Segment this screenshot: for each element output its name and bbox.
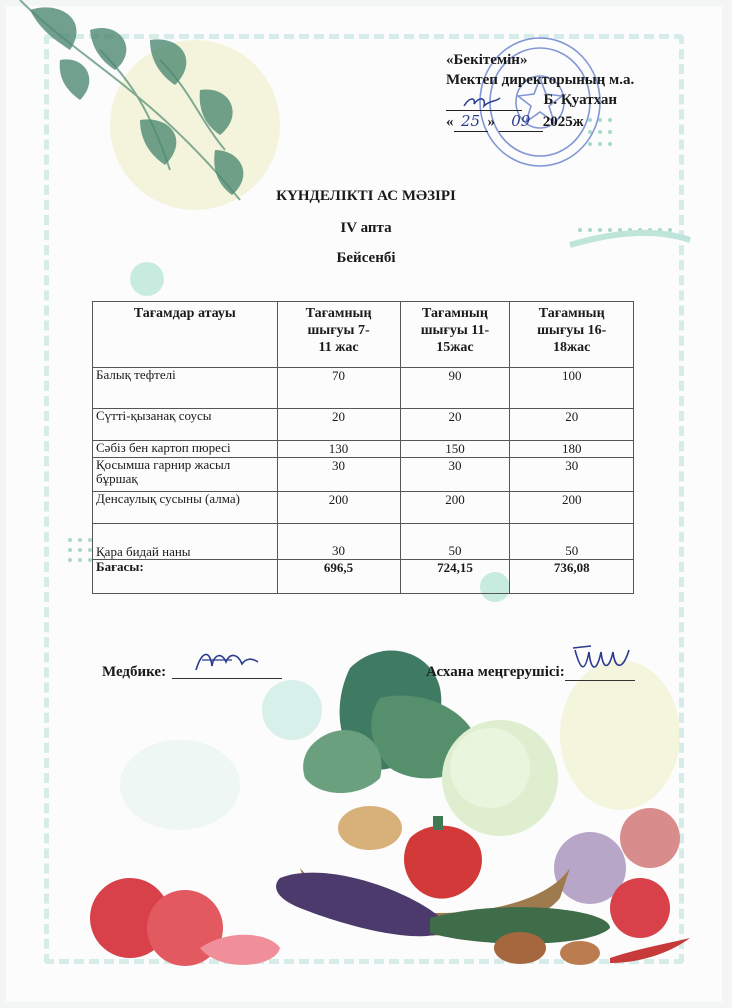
- portion-value: 30: [400, 458, 510, 492]
- table-header-row: [93, 302, 634, 368]
- dish-name: Балық тефтелі: [93, 368, 278, 409]
- portion-value: 20: [277, 409, 400, 441]
- portion-value: 130: [277, 441, 400, 458]
- nurse-label: Медбике:: [102, 664, 167, 680]
- total-value: 696,5: [277, 560, 400, 594]
- table-row: [93, 368, 634, 409]
- total-value: 736,08: [510, 560, 634, 594]
- week-label: IV апта: [340, 220, 392, 236]
- portion-value: 30: [510, 458, 634, 492]
- approval-heading: «Бекітемін»: [446, 52, 528, 68]
- column-header: Тағамның шығуы 7-11 жас: [277, 302, 400, 368]
- dish-name: Қосымша гарнир жасыл бұршақ: [93, 458, 278, 492]
- total-value: 724,15: [400, 560, 510, 594]
- vegetables-illustration: [50, 628, 700, 988]
- nurse-signature-line: [172, 662, 282, 679]
- day-label: Бейсенбі: [336, 250, 396, 266]
- column-header: Тағамдар атауы: [93, 302, 278, 368]
- portion-value: 50: [510, 524, 634, 560]
- dish-name: Сүтті-қызанақ соусы: [93, 409, 278, 441]
- portion-value: 90: [400, 368, 510, 409]
- portion-value: 150: [400, 441, 510, 458]
- portion-value: 70: [277, 368, 400, 409]
- table-row: [93, 409, 634, 441]
- director-signature: [462, 94, 502, 110]
- canteen-label: Асхана меңгерушісі:: [426, 664, 565, 680]
- portion-value: 30: [277, 458, 400, 492]
- director-sign-line: [446, 90, 696, 111]
- canteen-signature-block: [426, 664, 635, 681]
- table-row: [93, 524, 634, 560]
- table-total-row: [93, 560, 634, 594]
- date-day: 25: [454, 111, 488, 132]
- approval-position: Мектеп директорының м.а.: [446, 72, 635, 88]
- portion-value: 50: [400, 524, 510, 560]
- date-month: 09: [499, 111, 543, 132]
- portion-value: 180: [510, 441, 634, 458]
- portion-value: 200: [510, 492, 634, 524]
- approval-date: « 25 » 09 2025ж: [446, 112, 584, 130]
- nurse-signature-block: [102, 662, 282, 681]
- table-row: [93, 492, 634, 524]
- portion-value: 200: [400, 492, 510, 524]
- menu-title: КҮНДЕЛІКТІ АС МӘЗІРІ: [276, 188, 456, 204]
- date-year: 2025ж: [542, 114, 584, 130]
- portion-value: 200: [277, 492, 400, 524]
- column-header: Тағамның шығуы 11-15жас: [400, 302, 510, 368]
- director-name: Б. Қуатхан: [543, 92, 618, 108]
- canteen-signature-line: [565, 664, 635, 681]
- table-row: [93, 441, 634, 458]
- total-label: Бағасы:: [93, 560, 278, 594]
- nurse-signature: [192, 646, 262, 676]
- canteen-signature: [571, 642, 641, 676]
- table-row: [93, 458, 634, 492]
- approval-block: [446, 50, 696, 132]
- dish-name: Сәбіз бен картоп пюресі: [93, 441, 278, 458]
- menu-table: [92, 301, 634, 594]
- portion-value: 20: [400, 409, 510, 441]
- portion-value: 100: [510, 368, 634, 409]
- column-header: Тағамның шығуы 16-18жас: [510, 302, 634, 368]
- dish-name: Денсаулық сусыны (алма): [93, 492, 278, 524]
- signature-blank: [446, 90, 522, 111]
- portion-value: 20: [510, 409, 634, 441]
- dish-name: Қара бидай наны: [93, 524, 278, 560]
- portion-value: 30: [277, 524, 400, 560]
